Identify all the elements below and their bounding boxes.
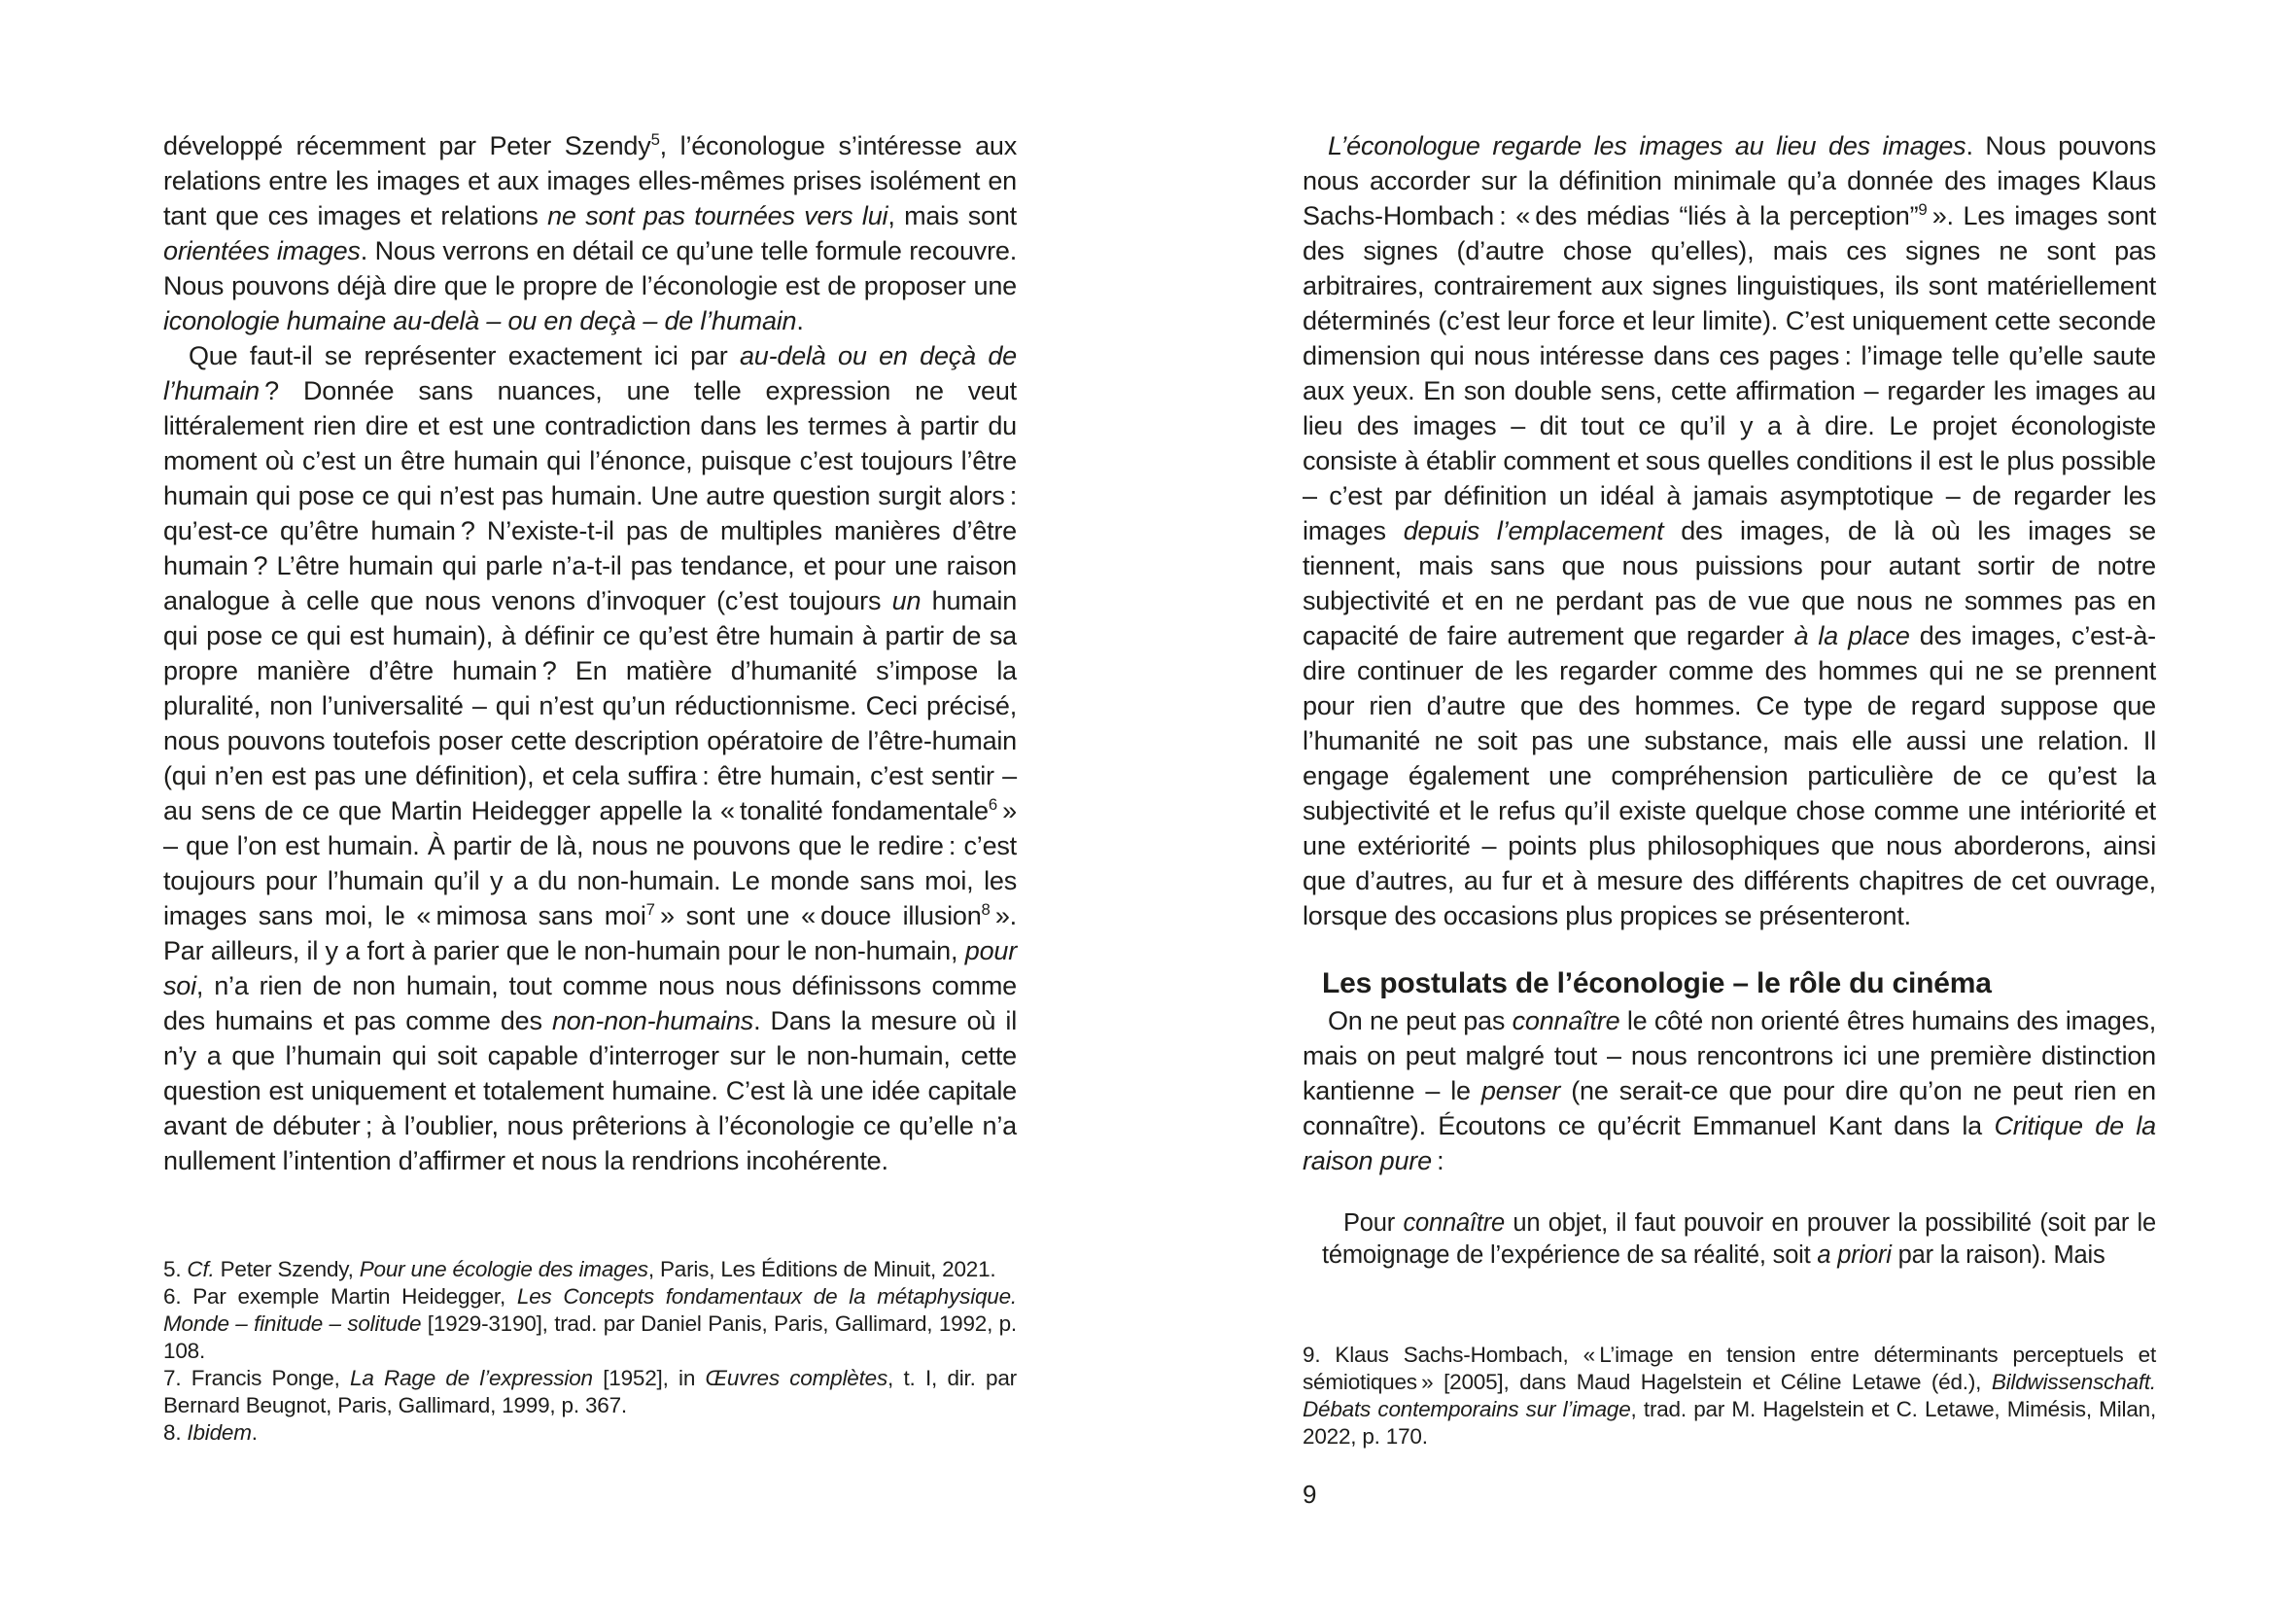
left-column-body [163,128,1017,1178]
italic-text: Pour une écologie des images [359,1257,648,1281]
italic-text: Les Concepts fondamentaux de la métaphysique. Monde – finitude – solitude [163,1284,1017,1336]
italic-text: à la place [1793,621,1910,650]
italic-text: orientées images [163,236,361,265]
block-quote: Pour connaître un objet, il faut pouvoir en prouver la possibilité (soit par le témoignage de l’expérience de sa réalité, soit a priori par la raison). Mais [1322,1209,2156,1269]
italic-text: au-delà ou en deçà de l’humain [163,341,1017,405]
paragraph: On ne peut pas connaître le côté non orienté êtres humains des images, mais on peut malgré tout – nous rencontrons ici une première distinction kantienne – le penser (ne serait-ce que pour dire qu’on ne peut rien en connaître). Écoutons ce qu’écrit Emmanuel Kant dans la Critique de la raison pure : [1303,1006,2156,1175]
italic-text: pour soi [163,936,1017,1000]
italic-text: depuis l’emplacement [1403,516,1664,545]
section-heading: Les postulats de l’éconologie – le rôle du cinéma [1322,967,1992,999]
italic-text: Ibidem [187,1420,252,1445]
paragraph: L’éconologue regarde les images au lieu des images. Nous pouvons nous accorder sur la définition minimale qu’a donnée des images Klaus Sachs-Hombach : « des médias “liés à la perception”$^9$ ». Les images sont des signes (d’autre chose qu’elles), mais ces signes ne sont pas arbitraires, contrairement aux signes linguistiques, ils sont matériellement déterminés (c’est leur force et leur limite). C’est uniquement cette seconde dimension qui nous intéresse dans ces pages : l’image telle qu’elle saute aux yeux. En son double sens, cette affirmation – regarder les images au lieu des images – dit tout ce qu’il y a à dire. Le projet éconologiste consiste à établir comment et sous quelles conditions il est le plus possible – c’est par définition un idéal à jamais asymptotique – de regarder les images depuis l’emplacement des images, de là où les images se tiennent, mais sans que nous puissions pour autant sortir de notre subjectivité et en ne perdant pas de vue que nous ne sommes pas en capacité de faire autrement que regarder à la place des images, c’est-à-dire continuer de les regarder comme des hommes qui ne se prennent pour rien d’autre que des hommes. Ce type de regard suppose que l’humanité ne soit pas une substance, mais elle aussi une relation. Il engage également une compréhension particulière de ce qu’est la subjectivité et le refus qu’il existe quelque chose comme une intériorité et une extériorité – points plus philosophiques que nous aborderons, ainsi que d’autres, au fur et à mesure des différents chapitres de cet ouvrage, lorsque des occasions plus propices se présenteront. [1303,131,2156,930]
footnote-ref: 5 [650,130,660,149]
italic-text: ne sont pas tournées vers lui [547,201,888,230]
page-right [1148,0,2296,1607]
footnote: 9. Klaus Sachs-Hombach, « L’image en tension entre déterminants perceptuels et sémiotiques » [2005], dans Maud Hagelstein et Céline Letawe (éd.), Bildwissenschaft. Débats contemporains sur l’image, trad. par M. Hagelstein et C. Letawe, Mimésis, Milan, 2022, p. 170. [1303,1343,2157,1449]
italic-text: La Rage de l’expression [350,1366,593,1390]
footnote-ref: 7 [645,900,655,919]
italic-text: un [891,586,922,615]
italic-text: a priori [1817,1241,1892,1269]
italic-text: L’éconologue regarde les images au lieu des images [1328,131,1966,160]
footnote: 5. Cf. Peter Szendy, Pour une écologie des images, Paris, Les Éditions de Minuit, 2021. [163,1257,996,1281]
right-footnotes [1303,1342,2156,1450]
footnote-ref: 8 [981,900,991,919]
right-column-body [1303,128,2156,1272]
footnote: 6. Par exemple Martin Heidegger, Les Concepts fondamentaux de la métaphysique. Monde – finitude – solitude [1929-3190], trad. par Daniel Panis, Paris, Gallimard, 1992, p. 108. [163,1284,1017,1363]
italic-text: Cf. [187,1257,215,1281]
italic-text: connaître [1512,1006,1620,1035]
italic-text: Critique de la raison pure [1303,1111,2156,1175]
italic-text: connaître [1403,1209,1505,1237]
italic-text: non-non-humains [551,1006,754,1035]
italic-text: iconologie humaine au-delà – ou en deçà – de l’humain [163,306,797,335]
italic-text: Bildwissenschaft. Débats contemporains sur l’image [1303,1370,2156,1421]
paragraph: Que faut-il se représenter exactement ici par au-delà ou en deçà de l’humain ? Donnée sans nuances, une telle expression ne veut littéralement rien dire et est une contradiction dans les termes à partir du moment où c’est un être humain qui l’énonce, puisque c’est toujours l’être humain qui pose ce qui n’est pas humain. Une autre question surgit alors : qu’est-ce qu’être humain ? N’existe-t-il pas de multiples manières d’être humain ? L’être humain qui parle n’a-t-il pas tendance, et pour une raison analogue à celle que nous venons d’invoquer (c’est toujours un humain qui pose ce qui est humain), à définir ce qu’est être humain à partir de sa propre manière d’être humain ? En matière d’humanité s’impose la pluralité, non l’universalité – qui n’est qu’un réductionnisme. Ceci précisé, nous pouvons toutefois poser cette description opératoire de l’être-humain (qui n’en est pas une définition), et cela suffira : être humain, c’est sentir – au sens de ce que Martin Heidegger appelle la « tonalité fondamentale$^6$ » – que l’on est humain. À partir de là, nous ne pouvons que le redire : c’est toujours pour l’humain qu’il y a du non-humain. Le monde sans moi, les images sans moi, le « mimosa sans moi$^7$ » sont une « douce illusion$^8$ ». Par ailleurs, il y a fort à parier que le non-humain pour le non-humain, pour soi, n’a rien de non humain, tout comme nous nous définissons comme des humains et pas comme des non-non-humains. Dans la mesure où il n’y a que l’humain qui soit capable d’interroger sur le non-humain, cette question est uniquement et totalement humaine. C’est là une idée capitale avant de débuter ; à l’oublier, nous prêterions à l’éconologie ce qu’elle n’a nullement l’intention d’affirmer et nous la rendrions incohérente. [163,341,1018,1175]
footnote-ref: 6 [988,795,997,814]
footnote: 8. Ibidem. [163,1420,258,1445]
footnote: 7. Francis Ponge, La Rage de l’expression [1952], in Œuvres complètes, t. I, dir. par Bernard Beugnot, Paris, Gallimard, 1999, p. 367. [163,1366,1017,1417]
left-footnotes [163,1256,1017,1447]
page-number: 9 [1303,1480,1317,1509]
footnote-ref: 9 [1918,200,1928,219]
paragraph: développé récemment par Peter Szendy$^5$, l’éconologue s’intéresse aux relations entre les images et aux images elles-mêmes prises isolément en tant que ces images et relations ne sont pas tournées vers lui, mais sont orientées images. Nous verrons en détail ce qu’une telle formule recouvre. Nous pouvons déjà dire que le propre de l’éconologie est de proposer une iconologie humaine au-delà – ou en deçà – de l’humain. [163,130,1018,335]
italic-text: penser [1480,1076,1561,1105]
italic-text: Œuvres complètes [705,1366,888,1390]
